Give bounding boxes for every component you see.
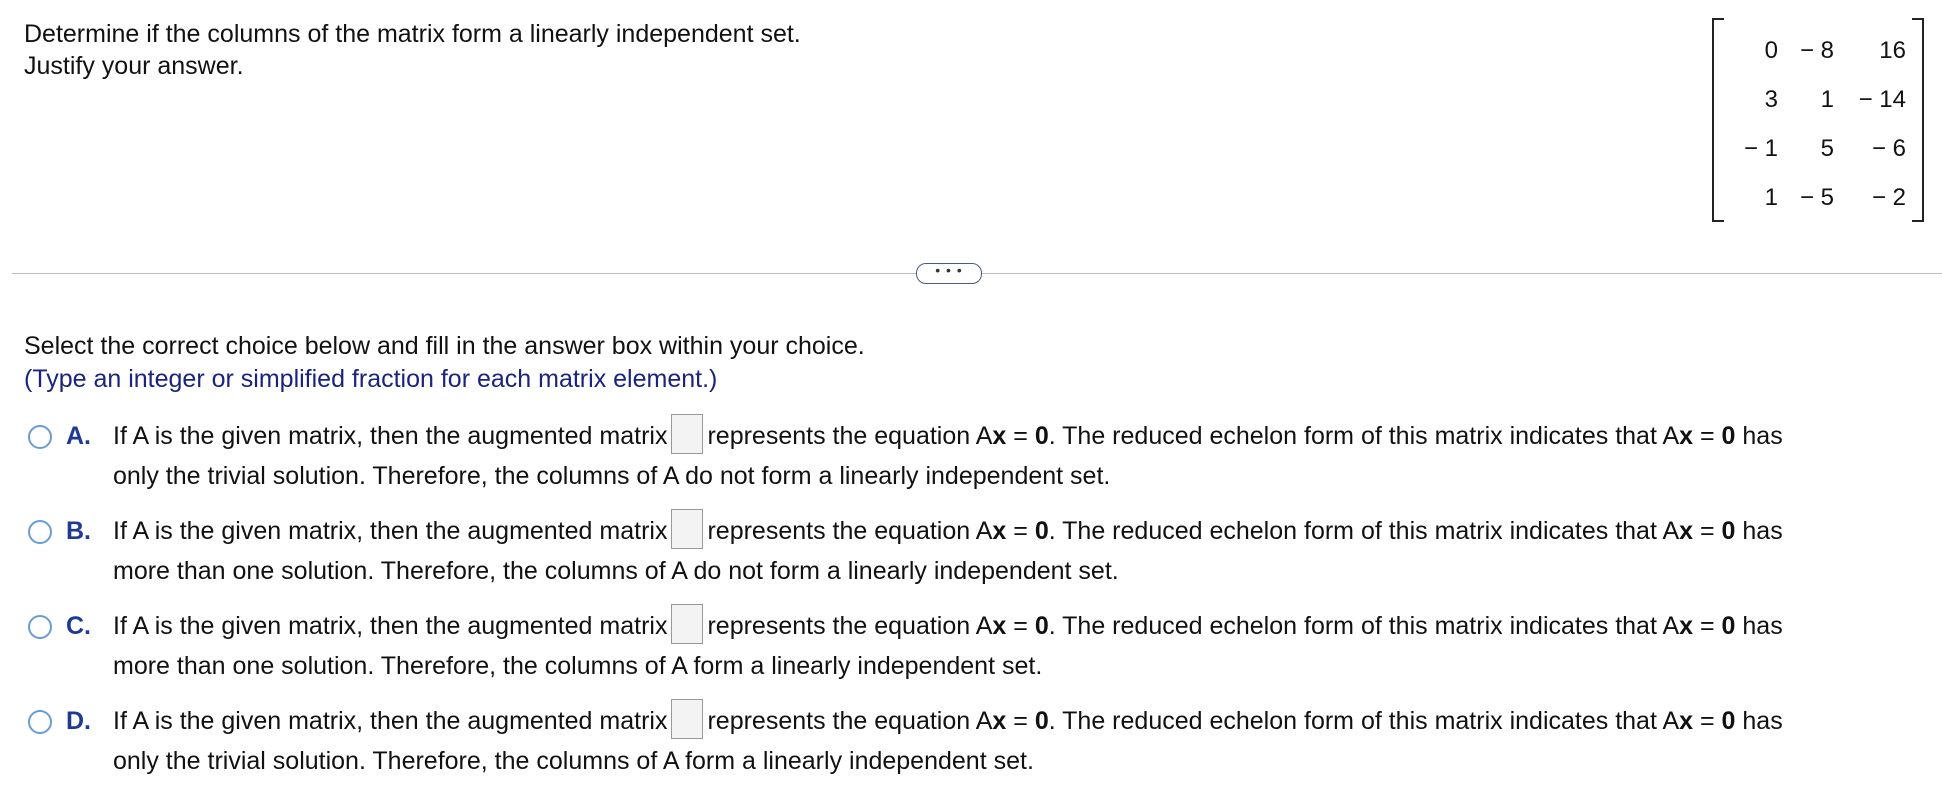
choice-text	[113, 607, 1913, 685]
augmented-matrix-answer-box[interactable]	[671, 699, 703, 739]
matrix-left-bracket	[1712, 18, 1724, 222]
choice-letter: D.	[66, 707, 91, 735]
choice-letter: B.	[66, 517, 91, 545]
expand-more-button[interactable]: • • •	[916, 263, 982, 284]
choice-rref-text: . The reduced echelon form of this matrix indicates that A	[1048, 612, 1680, 640]
vector-x: x	[1679, 422, 1694, 450]
vector-x: x	[992, 517, 1007, 545]
zero-vector: 0	[1034, 422, 1049, 450]
equals-sign: =	[1693, 707, 1722, 735]
radio-button-c[interactable]	[28, 615, 52, 639]
equals-sign: =	[1006, 707, 1035, 735]
instructions-hint: (Type an integer or simplified fraction for each matrix element.)	[24, 365, 718, 393]
matrix-cell: − 14	[1858, 86, 1906, 113]
choice-rref-text: . The reduced echelon form of this matrix indicates that A	[1048, 422, 1680, 450]
choice-lead-text: If A is the given matrix, then the augmented matrix	[113, 612, 668, 640]
choice-line-2: more than one solution. Therefore, the columns of A do not form a linearly independent set.	[113, 557, 1119, 586]
matrix-cell: − 8	[1799, 37, 1834, 64]
equals-sign: =	[1693, 422, 1722, 450]
instructions-main: Select the correct choice below and fill in the answer box within your choice.	[24, 332, 865, 360]
zero-vector: 0	[1034, 707, 1049, 735]
question-prompt	[24, 18, 801, 82]
zero-vector: 0	[1721, 422, 1736, 450]
zero-vector: 0	[1034, 517, 1049, 545]
choice-line-2: more than one solution. Therefore, the columns of A form a linearly independent set.	[113, 652, 1043, 681]
matrix-cell: − 1	[1743, 135, 1778, 162]
choice-eq-text: represents the equation A	[707, 422, 993, 450]
matrix-cell: − 6	[1871, 135, 1906, 162]
choice-text	[113, 512, 1913, 590]
choice-letter: C.	[66, 612, 91, 640]
choice-rref-text: . The reduced echelon form of this matrix indicates that A	[1048, 517, 1680, 545]
given-matrix	[1712, 18, 1924, 218]
choice-eq-text: represents the equation A	[707, 612, 993, 640]
matrix-cell: 0	[1764, 37, 1778, 64]
choice-text	[113, 417, 1913, 495]
matrix-cell: 1	[1764, 184, 1778, 211]
vector-x: x	[1679, 707, 1694, 735]
vector-x: x	[1679, 517, 1694, 545]
vector-x: x	[1679, 612, 1694, 640]
choice-has-text: has	[1735, 707, 1783, 735]
equals-sign: =	[1006, 612, 1035, 640]
choice-eq-text: represents the equation A	[707, 517, 993, 545]
choice-lead-text: If A is the given matrix, then the augmented matrix	[113, 517, 668, 545]
choice-line-2: only the trivial solution. Therefore, the columns of A do not form a linearly independent set.	[113, 462, 1111, 491]
vector-x: x	[992, 422, 1007, 450]
zero-vector: 0	[1721, 612, 1736, 640]
choice-has-text: has	[1735, 517, 1783, 545]
matrix-cell: 5	[1820, 135, 1834, 162]
matrix-cell: 16	[1879, 37, 1906, 64]
augmented-matrix-answer-box[interactable]	[671, 414, 703, 454]
matrix-cell: − 2	[1871, 184, 1906, 211]
vector-x: x	[992, 612, 1007, 640]
radio-button-a[interactable]	[28, 425, 52, 449]
choice-has-text: has	[1735, 422, 1783, 450]
equals-sign: =	[1006, 517, 1035, 545]
equals-sign: =	[1693, 612, 1722, 640]
choice-has-text: has	[1735, 612, 1783, 640]
equals-sign: =	[1006, 422, 1035, 450]
vector-x: x	[992, 707, 1007, 735]
zero-vector: 0	[1721, 707, 1736, 735]
choice-line-2: only the trivial solution. Therefore, the columns of A form a linearly independent set.	[113, 747, 1034, 776]
question-line-2: Justify your answer.	[24, 52, 244, 80]
instructions	[24, 330, 865, 396]
choice-eq-text: represents the equation A	[707, 707, 993, 735]
choice-text	[113, 702, 1913, 780]
question-line-1: Determine if the columns of the matrix form a linearly independent set.	[24, 20, 801, 48]
matrix-cell: 1	[1820, 86, 1834, 113]
choice-rref-text: . The reduced echelon form of this matrix indicates that A	[1048, 707, 1680, 735]
choice-letter: A.	[66, 422, 91, 450]
equals-sign: =	[1693, 517, 1722, 545]
choice-lead-text: If A is the given matrix, then the augmented matrix	[113, 707, 668, 735]
choice-lead-text: If A is the given matrix, then the augmented matrix	[113, 422, 668, 450]
augmented-matrix-answer-box[interactable]	[671, 604, 703, 644]
matrix-cell: 3	[1764, 86, 1778, 113]
zero-vector: 0	[1034, 612, 1049, 640]
matrix-cell: − 5	[1799, 184, 1834, 211]
matrix-right-bracket	[1912, 18, 1924, 222]
radio-button-d[interactable]	[28, 710, 52, 734]
zero-vector: 0	[1721, 517, 1736, 545]
radio-button-b[interactable]	[28, 520, 52, 544]
matrix-grid	[1734, 26, 1906, 222]
augmented-matrix-answer-box[interactable]	[671, 509, 703, 549]
